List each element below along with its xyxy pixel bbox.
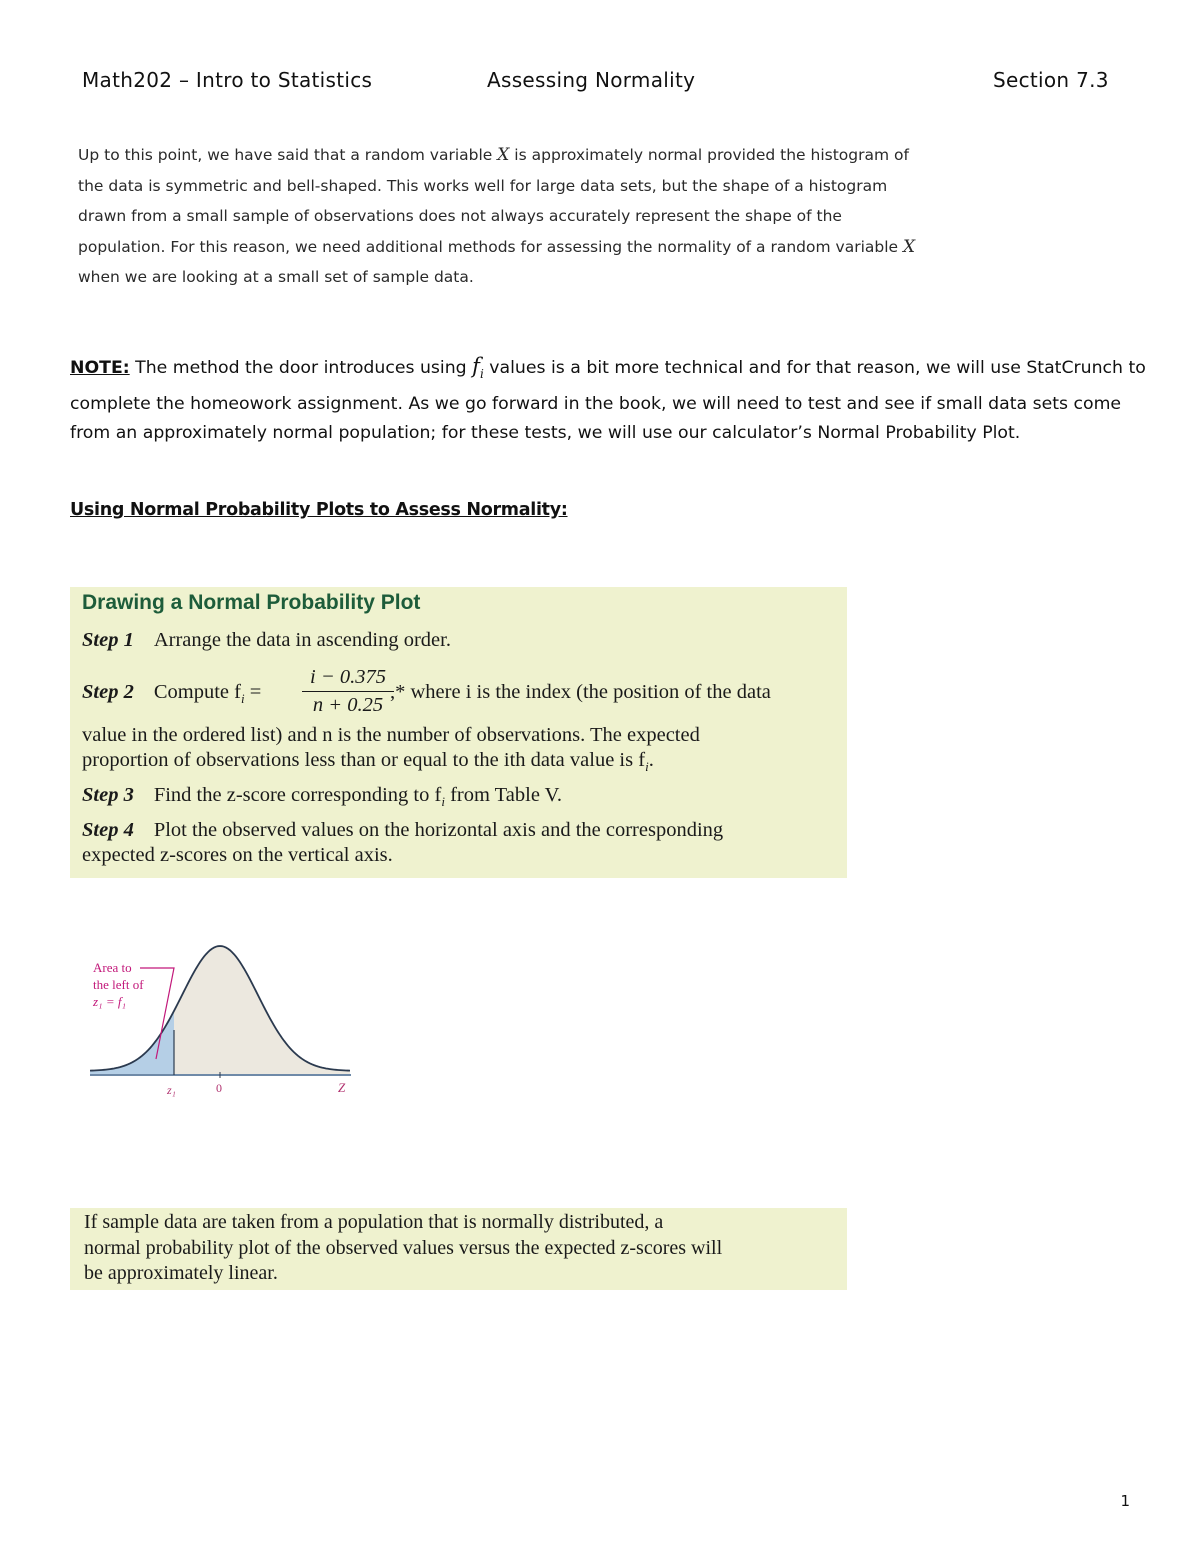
conclusion-line-1: If sample data are taken from a population that is normally distributed, a	[84, 1211, 664, 1233]
conclusion-text	[84, 1210, 722, 1287]
left-tail-shaded-area	[90, 1011, 174, 1075]
note-text-2: values is a bit more technical and for that reason, we will use StatCrunch to complete the homeowork assignment. As we go forward in the book, we will need to test and see if small data sets come from an approximately normal population; for these tests, we will use our calculator’s Normal Probability Plot.	[70, 358, 1146, 444]
formula-fraction	[302, 665, 394, 716]
note-paragraph	[70, 352, 1150, 449]
step-2: Step 2 Compute $f_i$ =	[82, 681, 262, 707]
procedure-title: Drawing a Normal Probability Plot	[82, 591, 421, 614]
fraction-denominator: n + 0.25	[312, 694, 384, 716]
note-text-1: The method the door introduces using	[129, 358, 473, 378]
step-2-line-3: proportion of observations less than or equal to the ith data value is $f_i$.	[82, 749, 654, 775]
step-2-line-2: value in the ordered list) and n is the number of observations. The expected	[82, 724, 700, 746]
step-4-line-2: expected z-scores on the vertical axis.	[82, 844, 393, 866]
step-3: Step 3 Find the z-score corresponding to $f_i$ from Table V.	[82, 784, 562, 810]
procedure-box	[70, 587, 847, 878]
section-label: Section 7.3	[993, 68, 1109, 92]
callout-line-2: the left of	[93, 977, 144, 992]
topic-title: Assessing Normality	[487, 68, 696, 92]
section-subheading: Using Normal Probability Plots to Assess Normality:	[70, 500, 568, 520]
callout-line-1: Area to	[93, 960, 132, 975]
tick-label-z1: z₁	[167, 1083, 176, 1097]
conclusion-line-2: normal probability plot of the observed values versus the expected z-scores will	[84, 1236, 723, 1259]
fraction-bar	[302, 691, 394, 692]
callout-line-3: z₁ = f₁	[93, 994, 126, 1009]
intro-text-1: Up to this point, we have said that a random variable	[78, 146, 498, 164]
conclusion-line-3: be approximately linear.	[84, 1262, 278, 1284]
normal-curve-figure	[86, 935, 366, 1105]
tick-label-zero: 0	[216, 1081, 222, 1095]
axis-label-z: Z	[338, 1080, 346, 1095]
intro-paragraph	[78, 140, 918, 293]
intro-text-3: when we are looking at a small set of sample data.	[78, 268, 474, 286]
course-title: Math202 – Intro to Statistics	[82, 68, 373, 92]
variable-x: X	[497, 145, 510, 165]
fraction-numerator: i − 0.375	[310, 666, 386, 688]
step-1: Step 1 Arrange the data in ascending order.	[82, 629, 451, 651]
f-i-symbol: $f_i$	[472, 354, 484, 382]
step-2-rest: ,* where i is the index (the position of the data	[390, 681, 771, 703]
step-4: Step 4 Plot the observed values on the horizontal axis and the corresponding	[82, 819, 724, 841]
page-number: 1	[1120, 1492, 1130, 1510]
conclusion-box	[70, 1208, 847, 1290]
variable-x: X	[902, 236, 916, 257]
intro-text-2: is approximately normal provided the histogram of the data is symmetric and bell-shaped. This works well for large data sets, but the shape of a histogram drawn from a small sample of observations does not always accurately represent the shape of the population. For this reason, we need additional methods for assessing the normality of a random variable	[78, 146, 909, 256]
note-label: NOTE:	[70, 358, 130, 378]
